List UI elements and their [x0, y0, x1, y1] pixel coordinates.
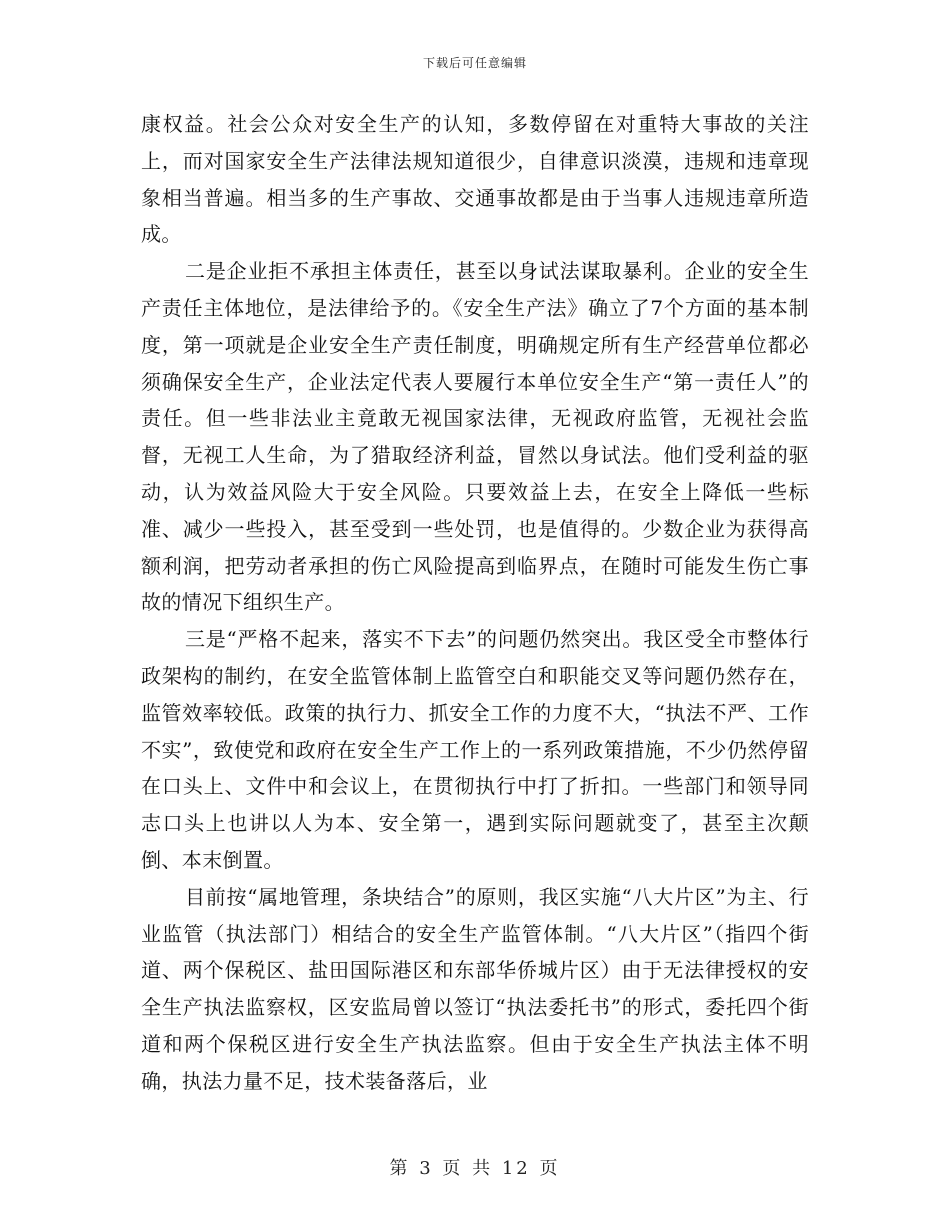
paragraph-continued: 康权益。社会公众对安全生产的认知，多数停留在对重特大事故的关注上，而对国家安全生产法律法规知道很少，自律意识淡漠，违规和违章现象相当普遍。相当多的生产事故、交通事故都是由于当事人违规违章所造成。	[141, 112, 809, 247]
page-number-footer: 第 3 页 共 12 页	[389, 1158, 561, 1179]
paragraph-enterprise-responsibility: 二是企业拒不承担主体责任，甚至以身试法谋取暴利。企业的安全生产责任主体地位，是法律给予的。《安全生产法》确立了7个方面的基本制度，第一项就是企业安全生产责任制度，明确规定所有生产经营单位都必须确保安全生产，企业法定代表人要履行本单位安全生产“第一责任人”的责任。但一些非法业主竟敢无视国家法律，无视政府监管，无视社会监督，无视工人生命，为了猎取经济利益，冒然以身试法。他们受利益的驱动，认为效益风险大于安全风险。只要效益上去，在安全上降低一些标准、减少一些投入，甚至受到一些处罚，也是值得的。少数企业为获得高额利润，把劳动者承担的伤亡风险提高到临界点，在随时可能发生伤亡事故的情况下组织生产。	[141, 259, 809, 615]
paragraph-enforcement-issues: 三是“严格不起来，落实不下去”的问题仍然突出。我区受全市整体行政架构的制约，在安全监管体制上监管空白和职能交叉等问题仍然存在，监管效率较低。政策的执行力、抓安全工作的力度不大，“执法不严、工作不实”，致使党和政府在安全生产工作上的一系列政策措施，不少仍然停留在口头上、文件中和会议上，在贯彻执行中打了折扣。一些部门和领导同志口头上也讲以人为本、安全第一，遇到实际问题就变了，甚至主次颠倒、本末倒置。	[141, 627, 809, 872]
paragraph-supervision-system: 目前按“属地管理，条块结合”的原则，我区实施“八大片区”为主、行业监管（执法部门）相结合的安全生产监管体制。“八大片区”（指四个街道、两个保税区、盐田国际港区和东部华侨城片区）由于无法律授权的安全生产执法监察权，区安监局曾以签订“执法委托书”的形式，委托四个街道和两个保税区进行安全生产执法监察。但由于安全生产执法主体不明确，执法力量不足，技术装备落后，业	[141, 884, 809, 1093]
page-header: 下载后可任意编辑	[422, 56, 527, 70]
document-body	[141, 106, 809, 1100]
